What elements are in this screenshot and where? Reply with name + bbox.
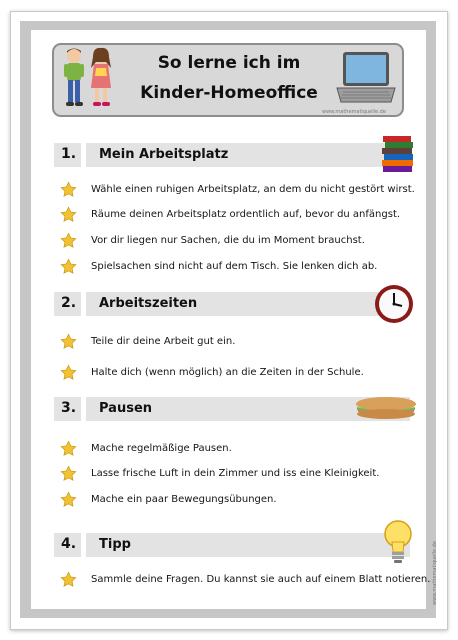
star-icon <box>60 333 77 350</box>
list-item-text: Lasse frische Luft in dein Zimmer und iss eine Kleinigkeit. <box>91 468 380 479</box>
star-icon <box>60 258 77 275</box>
list-item <box>60 572 431 588</box>
section-title: Pausen <box>99 401 153 416</box>
section-title: Arbeitszeiten <box>99 296 198 311</box>
list-item <box>60 334 420 350</box>
list-item <box>60 233 420 249</box>
star-icon <box>60 364 77 381</box>
list-item-text: Sammle deine Fragen. Du kannst sie auch auf einem Blatt notieren. <box>91 574 431 585</box>
lightbulb-icon <box>383 518 413 566</box>
star-icon <box>60 491 77 508</box>
clock-icon <box>373 283 415 325</box>
list-item-text: Wähle einen ruhigen Arbeitsplatz, an dem du nicht gestört wirst. <box>91 184 415 195</box>
section-divider <box>81 397 86 421</box>
side-credit-text: www.mathematiquelle.de <box>432 541 438 605</box>
star-icon <box>60 181 77 198</box>
list-item-text: Räume deinen Arbeitsplatz ordentlich auf, bevor du anfängst. <box>91 209 401 220</box>
list-item-text: Mache ein paar Bewegungsübungen. <box>91 494 277 505</box>
list-item <box>60 259 420 275</box>
star-icon <box>60 206 77 223</box>
section-number: 2. <box>61 295 77 311</box>
list-item-text: Mache regelmäßige Pausen. <box>91 443 232 454</box>
section-header-1 <box>54 143 410 167</box>
list-item <box>60 365 420 381</box>
list-item-text: Teile dir deine Arbeit gut ein. <box>91 336 236 347</box>
laptop-icon <box>335 50 397 106</box>
star-icon <box>60 465 77 482</box>
section-number: 3. <box>61 400 77 416</box>
list-item <box>60 466 420 482</box>
section-number: 4. <box>61 536 77 552</box>
list-item <box>60 207 420 223</box>
list-item-text: Vor dir liegen nur Sachen, die du im Moment brauchst. <box>91 235 365 246</box>
list-item-text: Halte dich (wenn möglich) an die Zeiten in der Schule. <box>91 367 364 378</box>
section-divider <box>81 533 86 557</box>
star-icon <box>60 232 77 249</box>
page-title <box>104 48 354 108</box>
list-item <box>60 182 420 198</box>
title-line-2: Kinder-Homeoffice <box>140 83 318 103</box>
section-title: Tipp <box>99 537 131 552</box>
list-item <box>60 492 420 508</box>
star-icon <box>60 571 77 588</box>
sandwich-icon <box>354 395 418 421</box>
section-divider <box>81 292 86 316</box>
section-header-2 <box>54 292 410 316</box>
title-line-1: So lerne ich im <box>157 53 301 73</box>
list-item-text: Spielsachen sind nicht auf dem Tisch. Sie lenken dich ab. <box>91 261 378 272</box>
books-icon <box>381 134 415 174</box>
section-number: 1. <box>61 146 77 162</box>
list-item <box>60 441 420 457</box>
credit-text: www.mathematiquelle.de <box>322 109 386 115</box>
section-title: Mein Arbeitsplatz <box>99 147 229 162</box>
section-header-4 <box>54 533 410 557</box>
section-divider <box>81 143 86 167</box>
star-icon <box>60 440 77 457</box>
